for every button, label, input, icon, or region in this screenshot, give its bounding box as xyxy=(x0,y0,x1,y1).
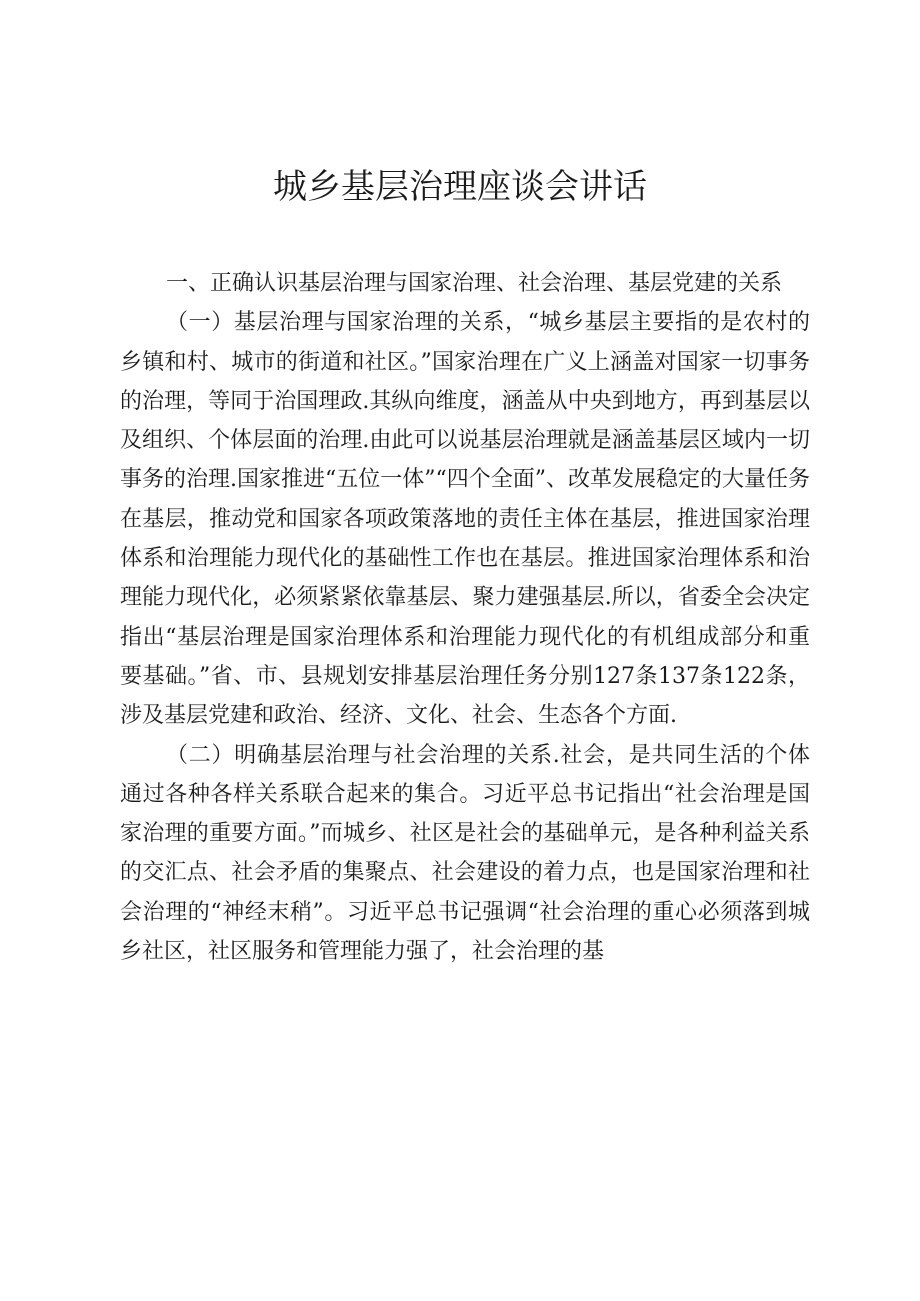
document-title: 城乡基层治理座谈会讲话 xyxy=(273,167,647,207)
document-body xyxy=(120,264,810,971)
paragraph-2: （二）明确基层治理与社会治理的关系.社会，是共同生活的个体通过各种各样关系联合起来的集合。习近平总书记指出“社会治理是国家治理的重要方面。”而城乡、社区是社会的基础单元，是各种利益关系的交汇点、社会矛盾的集聚点、社会建设的着力点，也是国家治理和社会治理的“神经末稍”。习近平总书记强调“社会治理的重心必须落到城乡社区，社区服务和管理能力强了，社会治理的基 xyxy=(120,742,810,965)
section-heading-1: 一、正确认识基层治理与国家治理、社会治理、基层党建的关系 xyxy=(166,271,783,296)
paragraph-1: （一）基层治理与国家治理的关系，“城乡基层主要指的是农村的乡镇和村、城市的街道和社区。”国家治理在广义上涵盖对国家一切事务的治理，等同于治国理政.其纵向维度，涵盖从中央到地方，再到基层以及组织、个体层面的治理.由此可以说基层治理就是涵盖基层区域内一切事务的治理.国家推进“五位一体”“四个全面”、改革发展稳定的大量任务在基层，推动党和国家各项政策落地的责任主体在基层，推进国家治理体系和治理能力现代化的基础性工作也在基层。推进国家治理体系和治理能力现代化，必须紧紧依靠基层、聚力建强基层.所以，省委全会决定指出“基层治理是国家治理体系和治理能力现代化的有机组成部分和重要基础。”省、市、县规划安排基层治理任务分别127条137条122条，涉及基层党建和政治、经济、文化、社会、生态各个方面. xyxy=(120,310,810,729)
